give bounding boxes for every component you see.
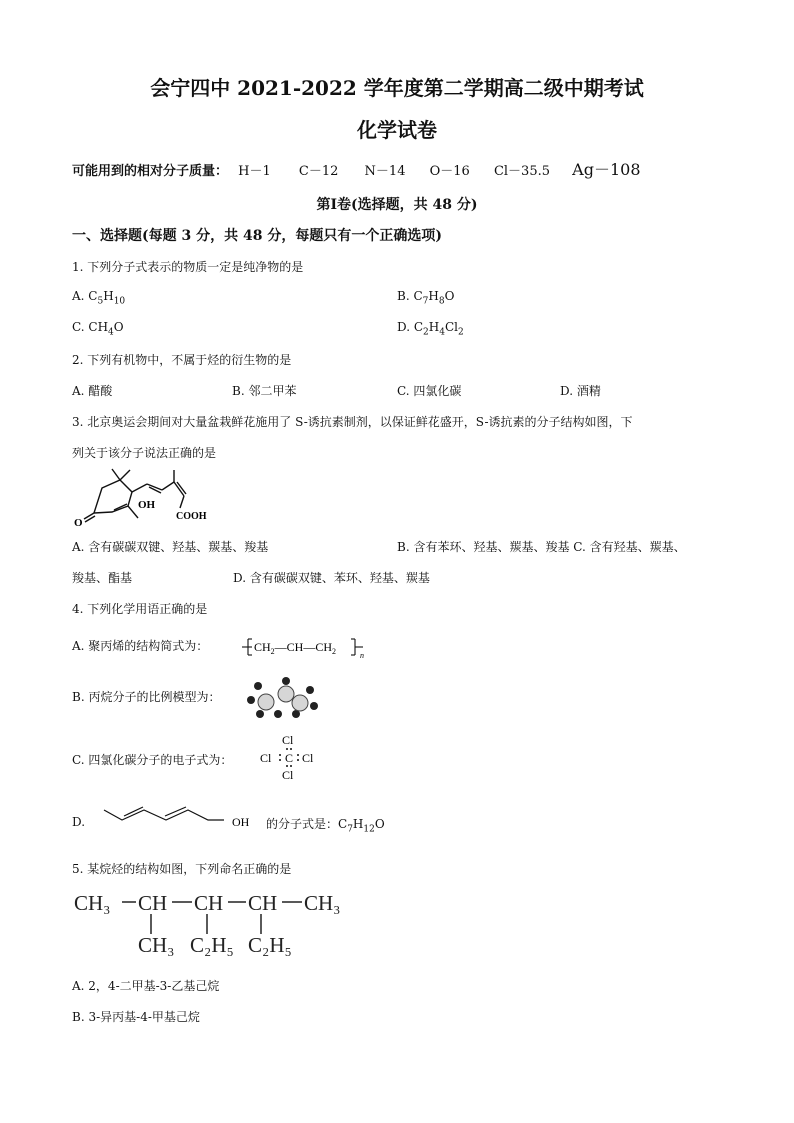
- masses-line: [72, 157, 641, 180]
- svg-text:Cl: Cl: [282, 733, 294, 747]
- q4-option-d-text: 的分子式是：$C_7H_{12}O$: [266, 817, 385, 835]
- heptadienol-skeletal-structure: [100, 802, 262, 834]
- q2-option-b: B. 邻二甲苯: [232, 384, 297, 398]
- skeletal-oh-label: OH: [232, 815, 250, 829]
- q4-option-b-label: B. 丙烷分子的比例模型为：: [72, 690, 221, 704]
- q2-option-d: D. 酒精: [560, 384, 601, 398]
- q1-option-a: A. $C_5H_{10}$: [72, 289, 126, 307]
- svg-text:Cl: Cl: [282, 768, 294, 782]
- s-induced-abscisic-structure: [72, 466, 242, 530]
- mass-ag: Ag－108: [572, 160, 641, 179]
- q2-option-c: C. 四氯化碳: [397, 384, 462, 398]
- q4-stem: 4. 下列化学用语正确的是: [72, 602, 208, 616]
- structure-cooh-label: COOH: [176, 511, 207, 522]
- mass-c: C－12: [298, 164, 339, 179]
- svg-text:CH₃: CH₃: [138, 933, 175, 957]
- exam-title: 会宁四中 2021-2022 学年度第二学期高二级中期考试: [150, 76, 644, 100]
- q4-option-c-label: C. 四氯化碳分子的电子式为：: [72, 753, 233, 767]
- svg-text:C₂H₅: C₂H₅: [190, 933, 234, 957]
- q3-option-d: D. 含有碳碳双键、苯环、羟基、羰基: [233, 571, 430, 585]
- q3-option-a: A. 含有碳碳双键、羟基、羰基、羧基: [72, 540, 269, 554]
- svg-text:C: C: [285, 751, 294, 765]
- propane-space-filling-model: [240, 676, 324, 720]
- q5-stem: 5. 某烷烃的结构如图，下列命名正确的是: [72, 862, 292, 876]
- svg-text:CH: CH: [194, 891, 224, 915]
- q1-option-d: D. $C_2H_4Cl_2$: [397, 320, 464, 338]
- structure-oh-label: OH: [138, 499, 156, 511]
- svg-text:CH: CH: [138, 891, 168, 915]
- q1-option-c: C. $CH_4O$: [72, 320, 124, 338]
- section-title: 第Ⅰ卷(选择题，共 48 分): [316, 197, 478, 213]
- q1-stem: 1. 下列分子式表示的物质一定是纯净物的是: [72, 260, 304, 274]
- polypropylene-formula: [238, 628, 378, 662]
- svg-text:CH₃: CH₃: [304, 891, 341, 915]
- svg-text:CH: CH: [248, 891, 278, 915]
- q4-option-a-label: A. 聚丙烯的结构简式为：: [72, 639, 209, 653]
- ccl4-electron-formula: [258, 732, 322, 784]
- q3-stem-line1: 3. 北京奥运会期间对大量盆栽鲜花施用了 S-诱抗素制剂，以保证鲜花盛开，S-诱抗素的分子结构如图，下: [72, 415, 633, 429]
- q5-option-a: A. 2，4-二甲基-3-乙基己烷: [72, 979, 220, 993]
- q1-option-b: B. $C_7H_8O$: [397, 289, 455, 307]
- svg-text:n: n: [360, 651, 364, 660]
- svg-text:Cl: Cl: [260, 751, 272, 765]
- exam-subtitle: 化学试卷: [357, 118, 437, 142]
- svg-text:CH2—CH—CH2: $CH_2—CH—CH_2$: [254, 640, 337, 656]
- svg-text:C₂H₅: C₂H₅: [248, 933, 292, 957]
- q3-option-b-c: B. 含有苯环、羟基、羰基、羧基 C. 含有羟基、羰基、: [397, 540, 686, 554]
- mass-n: N－14: [364, 164, 406, 179]
- structure-o-label: O: [74, 517, 83, 529]
- section-heading: 一、选择题(每题 3 分，共 48 分，每题只有一个正确选项): [72, 228, 442, 244]
- alkane-structure: [72, 884, 352, 964]
- mass-o: O－16: [429, 164, 470, 179]
- q3-stem-line2: 列关于该分子说法正确的是: [72, 446, 217, 460]
- q3-option-c-cont: 羧基、酯基: [72, 571, 133, 585]
- svg-text:Cl: Cl: [302, 751, 314, 765]
- q5-option-b: B. 3-异丙基-4-甲基己烷: [72, 1010, 200, 1024]
- svg-text:CH₃: CH₃: [74, 891, 111, 915]
- q2-option-a: A. 醋酸: [72, 384, 113, 398]
- mass-h: H－1: [238, 164, 271, 179]
- q2-stem: 2. 下列有机物中，不属于烃的衍生物的是: [72, 353, 292, 367]
- mass-cl: Cl－35.5: [493, 164, 551, 179]
- masses-label: 可能用到的相对分子质量：: [72, 164, 229, 179]
- q4-option-d-label: D.: [72, 815, 86, 829]
